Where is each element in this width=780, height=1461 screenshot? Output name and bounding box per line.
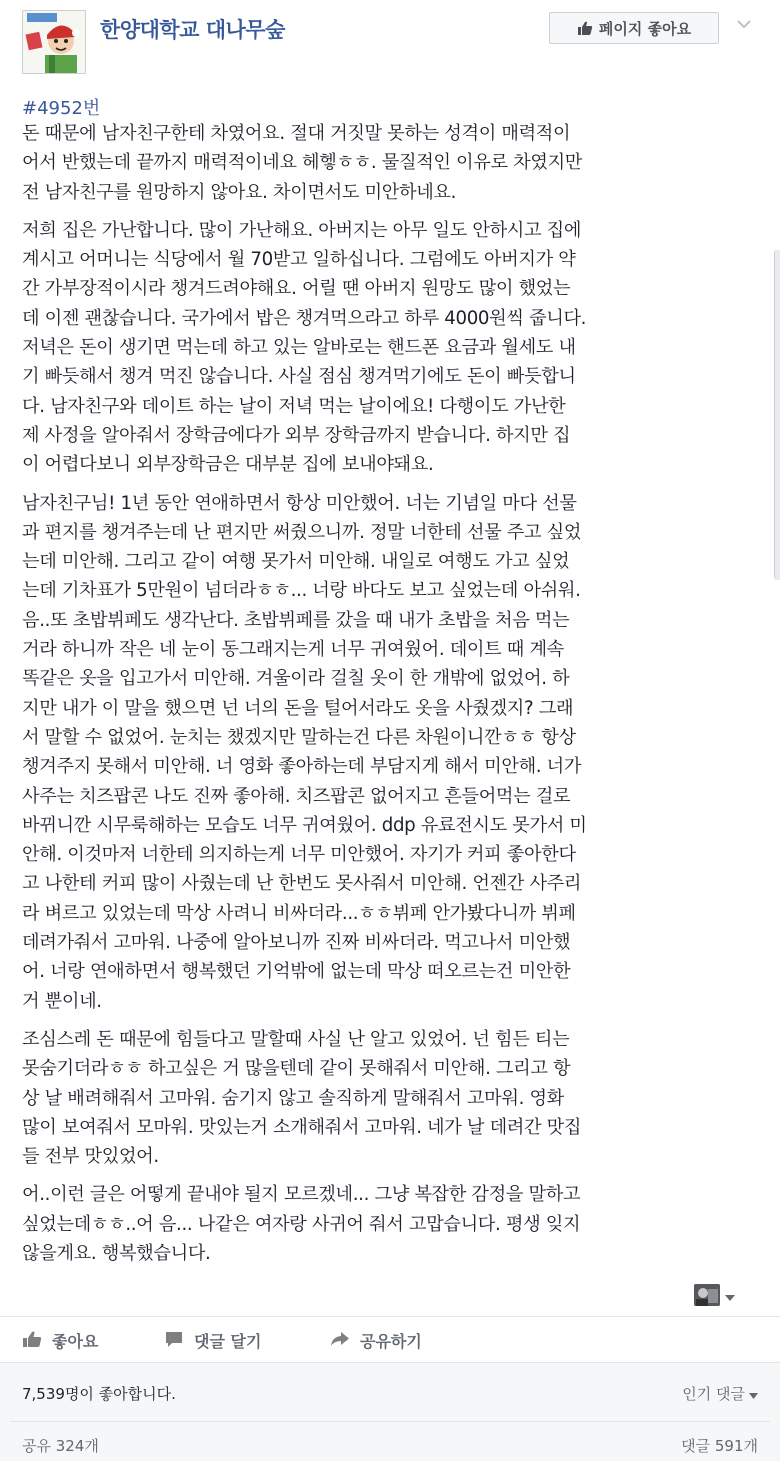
post-line: 거 뿐이네. — [22, 990, 102, 1012]
comment-button[interactable] — [164, 1329, 261, 1352]
paragraph — [22, 1025, 764, 1171]
post-line: 서 말할 수 없었어. 눈치는 챘겠지만 말하는건 다른 차원이니깐ㅎㅎ 항상 — [22, 726, 576, 748]
share-label: 공유하기 — [360, 1332, 422, 1351]
post-action-bar — [0, 1316, 780, 1363]
post-line: 제 사정을 알아줘서 장학금에다가 외부 장학금까지 받습니다. 하지만 집 — [22, 424, 571, 446]
likes-count[interactable]: 7,539명이 좋아합니다. — [22, 1385, 176, 1403]
comment-sort-dropdown[interactable] — [682, 1383, 758, 1404]
post-line: 상 날 배려해줘서 고마워. 숨기지 않고 솔직하게 말해줘서 고마워. 영화 — [22, 1087, 564, 1109]
post-line: 음..또 초밥뷔페도 생각난다. 초밥뷔페를 갔을 때 내가 초밥을 처음 먹는 — [22, 609, 570, 631]
thumbs-up-icon — [577, 20, 593, 36]
page-avatar-illustration — [23, 11, 85, 73]
post-line: 들 전부 맛있었어. — [22, 1146, 159, 1168]
post-stats — [0, 1362, 780, 1461]
sort-label: 인기 댓글 — [682, 1385, 745, 1403]
post-line: 돈 때문에 남자친구한테 차였어요. 절대 거짓말 못하는 성격이 매력적이 — [22, 123, 571, 144]
audience-avatar — [694, 1284, 720, 1306]
post-line: 저희 집은 가난합니다. 많이 가난해요. 아버지는 아무 일도 안하시고 집에 — [22, 219, 582, 241]
post-line: 라 벼르고 있었는데 막상 사려니 비싸더라...ㅎㅎ뷔페 안가봤다니까 뷔페 — [22, 902, 576, 924]
paragraph — [22, 216, 764, 480]
like-page-button[interactable] — [549, 12, 719, 44]
shares-count[interactable]: 공유 324개 — [22, 1437, 99, 1455]
post-line: 간 가부장적이시라 챙겨드려야해요. 어릴 땐 아버지 원망도 많이 했었는 — [22, 278, 571, 300]
post-body — [22, 119, 764, 1277]
paragraph — [22, 489, 764, 1016]
caret-down-icon — [725, 1286, 735, 1305]
page-avatar[interactable] — [22, 10, 86, 74]
post-line: 어서 반했는데 끝까지 매력적이네요 헤헿ㅎㅎ. 물질적인 이유로 차였지만 — [22, 152, 583, 174]
comments-count[interactable]: 댓글 591개 — [681, 1437, 758, 1455]
post-line: 싶었는데ㅎㅎ..어 음... 나같은 여자랑 사귀어 줘서 고맙습니다. 평생 잊지 — [22, 1213, 581, 1235]
post-line: 많이 보여줘서 모마워. 맛있는거 소개해줘서 고마워. 네가 날 데려간 맛집 — [22, 1116, 582, 1138]
post-line: 전 남자친구를 원망하지 않아요. 차이면서도 미안하네요. — [22, 181, 457, 203]
post-line: 이 어렵다보니 외부장학금은 대부분 집에 보내야돼요. — [22, 454, 434, 476]
post-line: 는데 미안해. 그리고 같이 여행 못가서 미안해. 내일로 여행도 가고 싶었 — [22, 551, 570, 573]
chevron-down-icon[interactable] — [735, 16, 753, 32]
post-line: 과 편지를 챙겨주는데 난 편지만 써줬으니까. 정말 너한테 선물 주고 싶었 — [22, 521, 582, 543]
post-line: 는데 기차표가 5만원이 넘더라ㅎㅎ... 너랑 바다도 보고 싶었는데 아쉬워. — [22, 580, 581, 602]
post-line: 지만 내가 이 말을 했으면 넌 너의 돈을 털어서라도 옷을 사줬겠지? 그래 — [22, 697, 574, 719]
post-line: 고 나한테 커피 많이 사줬는데 난 한번도 못사줘서 미안해. 언젠간 사주리 — [22, 873, 582, 895]
post-hashtag[interactable]: #4952번 — [22, 98, 101, 119]
caret-down-icon — [749, 1385, 758, 1403]
post-line: 사주는 치즈팝콘 나도 진짜 좋아해. 치즈팝콘 없어지고 흔들어먹는 걸로 — [22, 785, 571, 807]
post-line: 어. 너랑 연애하면서 행복했던 기억밖에 없는데 막상 떠오르는건 미안한 — [22, 961, 571, 983]
post-line: 어..이런 글은 어떻게 끝내야 될지 모르겠네... 그냥 복잡한 감정을 말하고 — [22, 1184, 581, 1206]
post-line: 똑같은 옷을 입고가서 미안해. 겨울이라 걸칠 옷이 한 개밖에 없었어. 하 — [22, 668, 570, 690]
comment-bubble-icon — [164, 1330, 194, 1352]
post-line: 데려가줘서 고마워. 나중에 알아보니까 진짜 비싸더라. 먹고나서 미안했 — [22, 932, 571, 954]
scrollbar-thumb[interactable] — [774, 250, 780, 580]
post-line: 거라 하니까 작은 네 눈이 동그래지는게 너무 귀여웠어. 데이트 때 계속 — [22, 639, 564, 661]
post-header — [0, 0, 780, 80]
post-line: 못숨기더라ㅎㅎ 하고싶은 거 많을텐데 같이 못해줘서 미안해. 그리고 항 — [22, 1058, 571, 1080]
comment-label: 댓글 달기 — [194, 1332, 262, 1351]
post-line: 조심스레 돈 때문에 힘들다고 말할때 사실 난 알고 있었어. 넌 힘든 티는 — [22, 1028, 570, 1050]
like-label: 좋아요 — [52, 1332, 99, 1351]
share-arrow-icon — [330, 1330, 360, 1352]
paragraph — [22, 1180, 764, 1268]
like-page-label: 페이지 좋아요 — [598, 19, 692, 38]
divider — [10, 1421, 770, 1422]
post-line: 바뀌니깐 시무룩해하는 모습도 너무 귀여웠어. ddp 유료전시도 못가서 미 — [22, 814, 587, 836]
post-line: 안해. 이것마저 너한테 의지하는게 너무 미안했어. 자기가 커피 좋아한다 — [22, 844, 576, 866]
post-line: 않을게요. 행복했습니다. — [22, 1242, 211, 1264]
thumbs-up-icon — [22, 1330, 52, 1352]
post-line: 남자친구님! 1년 동안 연애하면서 항상 미안했어. 너는 기념일 마다 선물 — [22, 492, 577, 514]
post-line: 저녁은 돈이 생기면 먹는데 하고 있는 알바로는 핸드폰 요금과 월세도 내 — [22, 337, 576, 359]
post-line: 계시고 어머니는 식당에서 월 70받고 일하십니다. 그럼에도 아버지가 약 — [22, 249, 576, 271]
post-line: 기 빠듯해서 챙겨 먹진 않습니다. 사실 점심 챙겨먹기에도 돈이 빠듯합니 — [22, 366, 576, 388]
post-line: 챙겨주지 못해서 미안해. 너 영화 좋아하는데 부담지게 해서 미안해. 너가 — [22, 756, 582, 778]
share-button[interactable] — [330, 1329, 422, 1352]
post-line: 다. 남자친구와 데이트 하는 날이 저녁 먹는 날이에요! 다행이도 가난한 — [22, 395, 566, 417]
like-button[interactable] — [22, 1329, 98, 1352]
page-name[interactable]: 한양대학교 대나무숲 — [100, 18, 285, 42]
post-line: 데 이젠 괜찮습니다. 국가에서 밥은 챙겨먹으라고 하루 4000원씩 줍니다. — [22, 307, 587, 329]
paragraph — [22, 119, 764, 207]
audience-selector[interactable] — [694, 1284, 735, 1306]
